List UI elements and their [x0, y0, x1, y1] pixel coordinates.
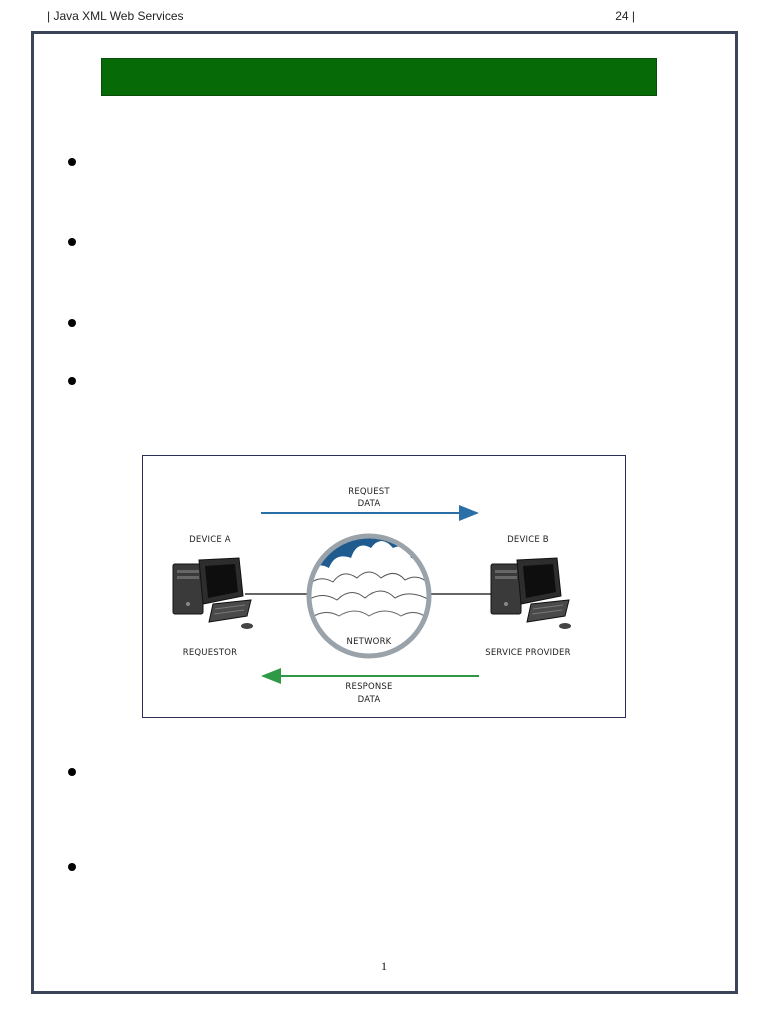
running-header-title: | Java XML Web Services [47, 9, 184, 23]
response-label-line2: DATA [357, 695, 381, 705]
bullet-point-5 [68, 768, 76, 776]
computer-icon [491, 558, 571, 629]
bullet-point-6 [68, 863, 76, 871]
requestor-label: REQUESTOR [182, 648, 238, 658]
request-label-line1: REQUEST [348, 487, 390, 497]
device-b-label: DEVICE B [507, 535, 549, 545]
title-bar [101, 58, 657, 96]
page-number: 1 [381, 959, 387, 973]
response-label-line1: RESPONSE [345, 682, 393, 692]
device-a-label: DEVICE A [189, 535, 231, 545]
network-diagram [142, 455, 626, 718]
bullet-point-3 [68, 319, 76, 327]
bullet-point-2 [68, 238, 76, 246]
running-header-page: 24 | [615, 9, 635, 23]
service-provider-label: SERVICE PROVIDER [485, 648, 571, 658]
running-header [47, 9, 635, 25]
request-label-line2: DATA [357, 499, 381, 509]
bullet-point-4 [68, 377, 76, 385]
computer-icon [173, 558, 253, 629]
bullet-point-1 [68, 158, 76, 166]
network-label: NETWORK [346, 637, 392, 647]
